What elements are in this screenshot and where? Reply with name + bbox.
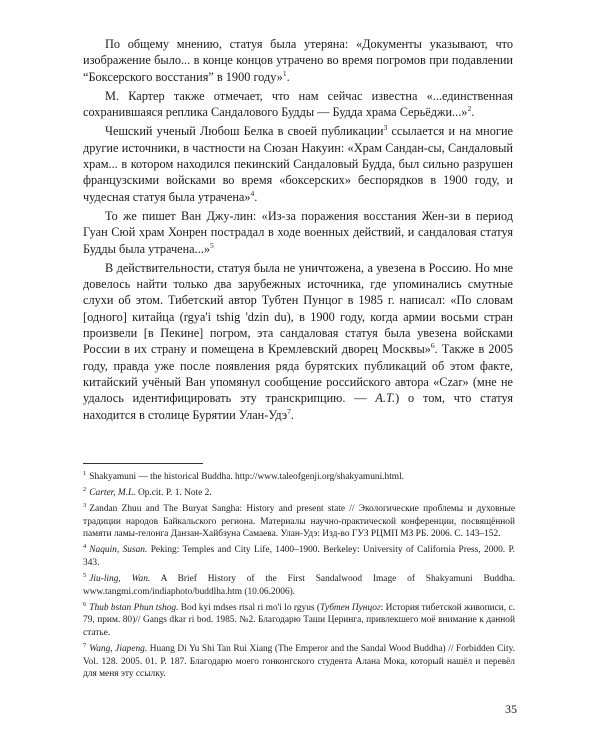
footnote-ref-6: 6 xyxy=(430,341,435,351)
paragraph-3: Чешский ученый Любош Белка в своей публикации$^3$ ссылается и на многие другие источники, в частности на Сюзан Накуин: «Храм Сандан-сы, Сандаловый храм... в котором находился пекинский Сандаловый Будда, был сильно разрушен французскими войсками во время «боксерских» беспорядков в 1900 году, и чудесная статуя была утрачена»$^4$. xyxy=(83,123,513,204)
main-text xyxy=(83,36,513,426)
footnote-ref-7: 7 xyxy=(287,406,291,416)
footnote-ref-2: 2 xyxy=(467,104,472,114)
footnote-ref-3: 3 xyxy=(383,123,388,133)
paragraph-5: В действительности, статуя была не уничтожена, а увезена в Россию. Но мне довелось найти только два зарубежных источника, где упоминались смутные слухи об этом. Тибетский автор Тубтен Пунцог в 1985 г. написал: «По словам [одного] китайца (rgya'i tshig 'dzin du), в 1900 году, когда армии восьми стран произвели [в Пекине] погром, эта сандаловая статуя была увезена войсками России в их страну и помещена в Кремлевский дворец Москвы»$^6$. Также в 2005 году, правда уже после появления ряда бурятских публикаций об этом факте, китайский учёный Ван упомянул сообщение российского автора «Czar» (мне не удалось идентифицировать эту транскрипцию. — А.Т.) о том, что статуя находится в столице Бурятии Улан-Удэ$^7$. xyxy=(83,260,513,422)
page-number: 35 xyxy=(505,702,517,716)
paragraph-2: М. Картер также отмечает, что нам сейчас известна «...единственная сохранившаяся реплика Сандалового Будды — Будда храма Серьёджи...»$^2$. xyxy=(83,88,513,120)
footnote-4: $^4$ Naquin, Susan. Peking: Temples and City Life, 1400–1900. Berkeley: University of California Press, 2000. P. 343. xyxy=(83,543,515,569)
footnote-6: $^6$ Thub bstan Phun tshog. Bod kyi mdses rtsal ri mo'i lo rgyus (Тубтен Пунцог: История тибетской живописи, с. 79, прим. 80)// Gangs dkar ri bod. 1985. №2. Благодарю Таши Церинга, привлекшего моё внимание к данной статье. xyxy=(83,600,515,639)
footnote-separator xyxy=(83,463,203,464)
footnote-1: $^1$ Shakyamuni — the historical Buddha. http://www.taleofgenji.org/shakyamuni.html. xyxy=(83,469,405,482)
footnote-3: $^3$ Zandan Zhuu and The Buryat Sangha: History and present state // Экологические проблемы и духовные традиции народов Байкальского региона. Материалы научно-практической конференции, посвящённой памяти ламы-гелонга Данзан-Хайбзуна Самаева. Улан-Удэ: Изд-во ГУЗ РЦМП МЗ РБ. 2006. С. 143–152. xyxy=(83,502,515,540)
footnote-ref-5: 5 xyxy=(210,240,214,250)
paragraph-1: По общему мнению, статуя была утеряна: «Документы указывают, что изображение было... в конце концов утрачено во время погромов при подавлении “Боксерского восстания” в 1900 году»$^1$. xyxy=(83,37,513,84)
footnote-7: $^7$ Wang, Jiapeng. Huang Di Yu Shi Tan Rui Xiang (The Emperor and the Sandal Wood Buddha) // Forbidden City. Vol. 128. 2005. 01. P. 187. Благодарю моего гонконгского студента Алана Мока, который нашёл и перевёл для меня эту ссылку. xyxy=(83,642,516,680)
footnote-ref-1: 1 xyxy=(282,68,287,78)
footnote-5: $^5$ Jiu-ling, Wan. A Brief History of the First Sandalwood Image of Shakyamuni Buddha. www.tangmi.com/indiaphoto/buddlha.htm (10.06.2006). xyxy=(83,572,515,597)
paragraph-4: То же пишет Ван Джу-лин: «Из-за поражения восстания Жен-зи в период Гуан Сюй храм Хонрен пострадал в ходе военных действий, и сандаловая статуя Будды была утрачена...»$^5$ xyxy=(83,208,513,256)
footnote-ref-4: 4 xyxy=(250,188,255,198)
footnotes xyxy=(83,471,515,684)
footnote-2: $^2$ Carter, M.L. Op.cit. P. 1. Note 2. xyxy=(83,485,212,499)
